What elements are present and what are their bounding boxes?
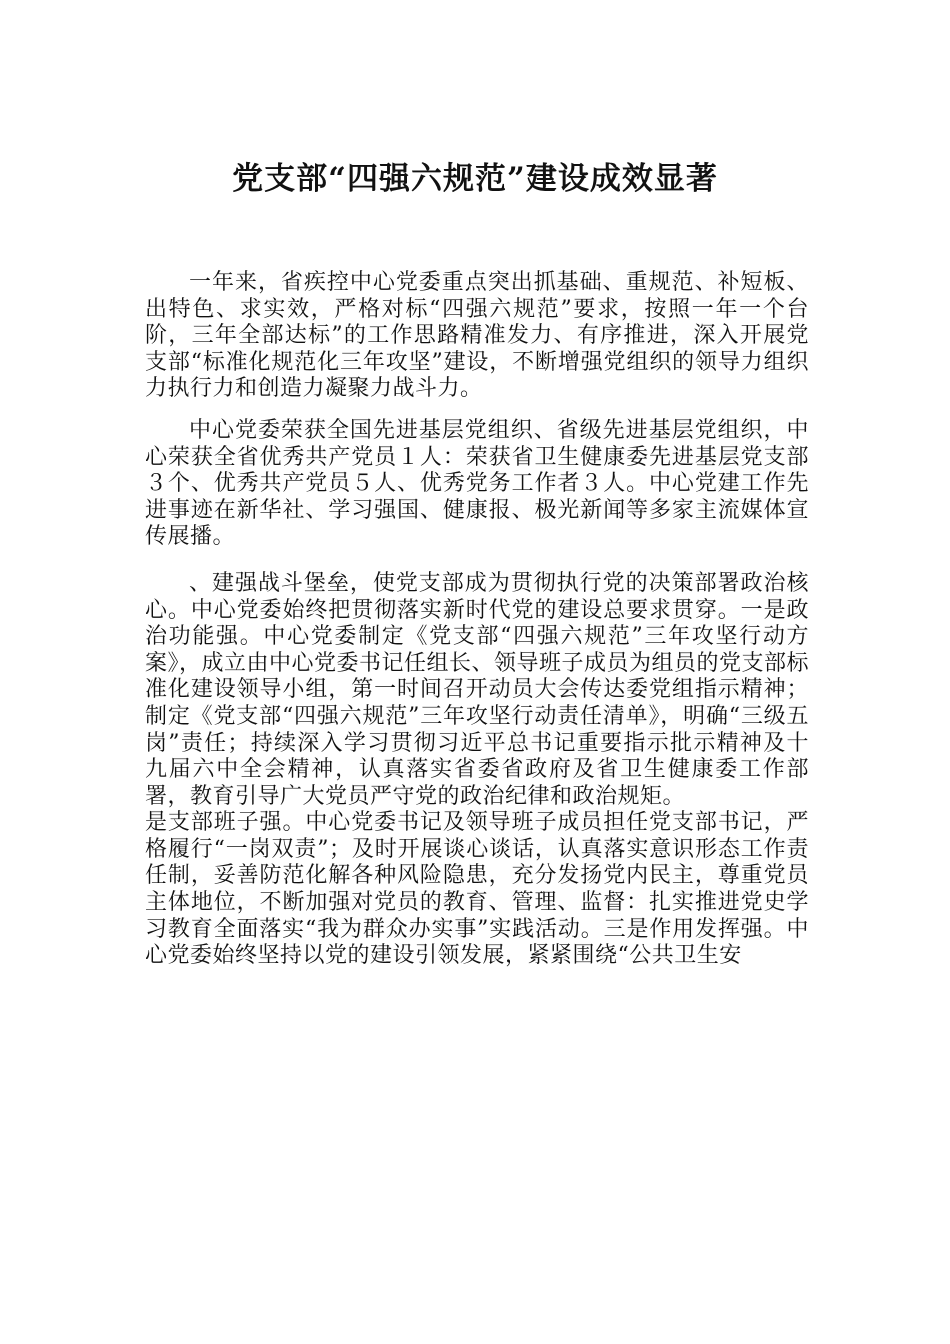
document-body <box>145 270 809 970</box>
paragraph-honors: 中心党委荣获全国先进基层党组织、省级先进基层党组织，中心荣获全省优秀共产党员１人：荣获省卫生健康委先进基层党支部３个、优秀共产党员５人、优秀党务工作者３人。中心党建工作先进事迹在新华社、学习强国、健康报、极光新闻等多家主流媒体宣传展播。 <box>145 417 809 550</box>
paragraph-branch-team: 是支部班子强。中心党委书记及领导班子成员担任党支部书记，严格履行“一岗双责”；及时开展谈心谈话，认真落实意识形态工作责任制，妥善防范化解各种风险隐患，充分发扬党内民主，尊重党员主体地位，不断加强对党员的教育、管理、监督：扎实推进党史学习教育全面落实“我为群众办实事”实践活动。三是作用发挥强。中心党委始终坚持以党的建设引领发展，紧紧围绕“公共卫生安 <box>145 810 809 969</box>
paragraph-fortress: 、建强战斗堡垒，使党支部成为贯彻执行党的决策部署政治核心。中心党委始终把贯彻落实新时代党的建设总要求贯穿。一是政治功能强。中心党委制定《党支部“四强六规范”三年攻坚行动方案》，成立由中心党委书记任组长、领导班子成员为组员的党支部标准化建设领导小组，第一时间召开动员大会传达委党组指示精神；制定《党支部“四强六规范”三年攻坚行动责任清单》，明确“三级五岗”责任；持续深入学习贯彻习近平总书记重要指示批示精神及十九届六中全会精神，认真落实省委省政府及省卫生健康委工作部署，教育引导广大党员严守党的政治纪律和政治规矩。 <box>145 570 810 809</box>
paragraph-intro: 一年来，省疾控中心党委重点突出抓基础、重规范、补短板、出特色、求实效，严格对标“四强六规范”要求，按照一年一个台阶，三年全部达标”的工作思路精准发力、有序推进，深入开展党支部“标准化规范化三年攻坚”建设，不断增强党组织的领导力组织力执行力和创造力凝聚力战斗力。 <box>145 270 809 402</box>
document-title: 党支部“四强六规范”建设成效显著 <box>232 161 718 197</box>
